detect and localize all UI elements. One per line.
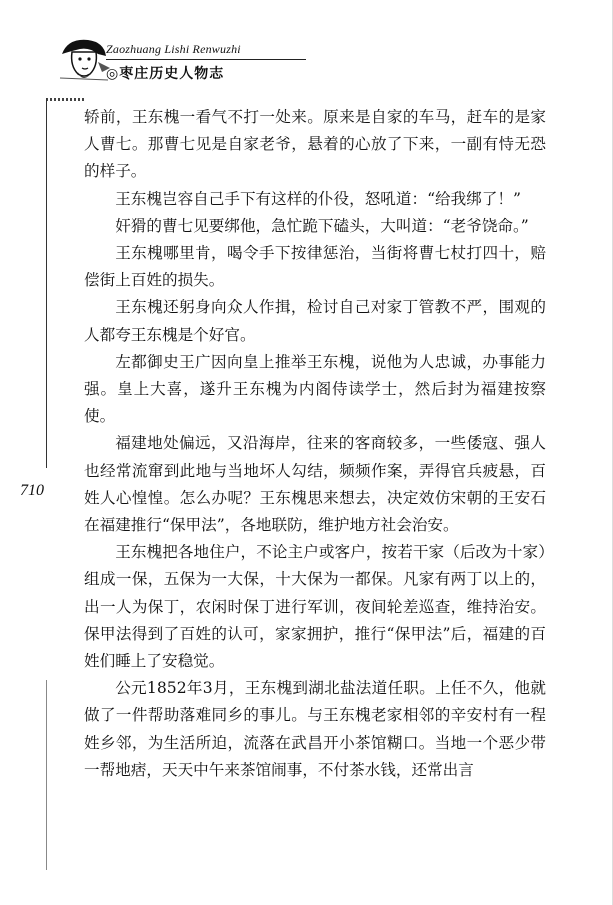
paragraph: 轿前，王东槐一看气不打一处来。原来是自家的车马，赶车的是家人曹七。那曹七见是自家老爷，悬着的心放了下来，一副有恃无恐的样子。 bbox=[84, 108, 546, 181]
paragraph: 王东槐还躬身向众人作揖，检讨自己对家丁管教不严，围观的人都夸王东槐是个好官。 bbox=[84, 298, 546, 344]
body-text bbox=[84, 104, 546, 784]
running-header bbox=[58, 32, 298, 92]
header-rule bbox=[106, 59, 306, 60]
paragraph: 奸猾的曹七见要绑他，急忙跪下磕头，大叫道：“老爷饶命。” bbox=[115, 216, 529, 235]
paragraph: 福建地处偏远，又沿海岸，往来的客商较多，一些倭寇、强人也经常流窜到此地与当地坏人勾结，频频作案，弄得官兵疲悬，百姓人心惶惶。怎么办呢？王东槐思来想去，决定效仿宋朝的王安石在福建推行“保甲法”，各地联防，维护地方社会治安。 bbox=[84, 434, 546, 535]
portrait-illustration bbox=[58, 32, 110, 84]
paragraph: 王东槐把各地住户，不论主户或客户，按若干家（后改为十家）组成一保，五保为一大保，十大保为一都保。凡家有两丁以上的，出一人为保丁，农闲时保丁进行军训，夜间轮差巡查，维持治安。保甲法得到了百姓的认可，家家拥护，推行“保甲法”后，福建的百姓们睡上了安稳觉。 bbox=[84, 543, 546, 671]
margin-line bbox=[46, 98, 47, 468]
margin-line-lower bbox=[46, 680, 47, 870]
paragraph: 公元1852年3月，王东槐到湖北盐法道任职。上任不久，他就做了一件帮助落难同乡的事儿。与王东槐老家相邻的辛安村有一程姓乡邻，为生活所迫，流落在武昌开小茶馆糊口。当地一个恶少带一帮地痞，天天中午来茶馆闹事，不付茶水钱，还常出言 bbox=[84, 679, 546, 779]
header-title: ◎枣庄历史人物志 bbox=[106, 66, 225, 82]
paragraph: 王东槐哪里肯，喝令手下按律惩治，当街将曹七杖打四十，赔偿街上百姓的损失。 bbox=[84, 244, 546, 290]
page-number: 710 bbox=[20, 482, 44, 499]
paragraph: 左都御史王广因向皇上推举王东槐，说他为人忠诚，办事能力强。皇上大喜，遂升王东槐为内阁侍读学士，然后封为福建按察使。 bbox=[84, 352, 546, 426]
paragraph: 王东槐岂容自己手下有这样的仆役，怒吼道：“给我绑了！” bbox=[115, 189, 521, 208]
top-divider bbox=[46, 98, 86, 101]
header-pinyin: Zaozhuang Lishi Renwuzhi bbox=[106, 42, 241, 56]
